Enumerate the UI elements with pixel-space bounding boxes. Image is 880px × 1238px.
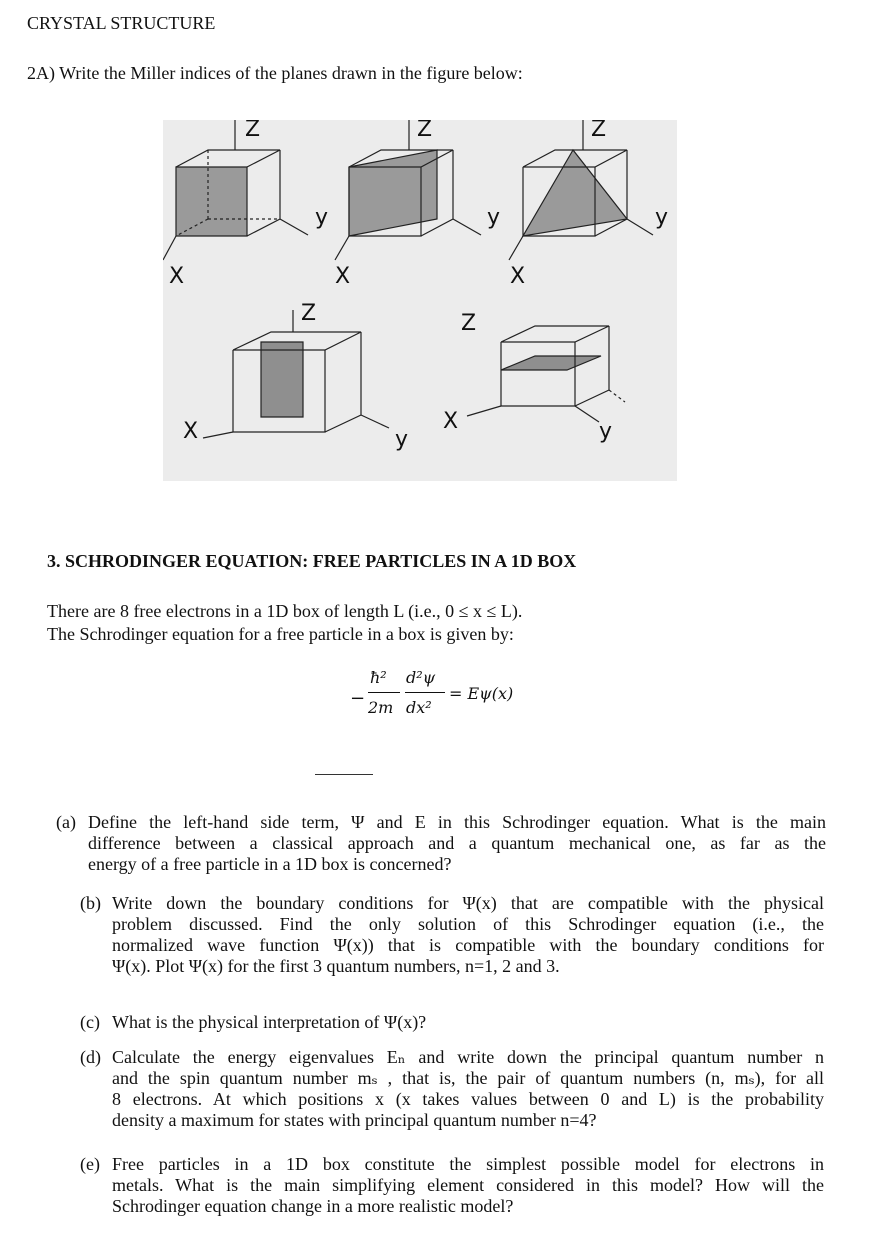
question-a (56, 812, 826, 875)
cube-1-x-label: X (169, 264, 185, 289)
question-b-label: (b) (80, 893, 101, 913)
cube-2-y-label: y (487, 205, 501, 230)
equation-fraction-bar-1 (368, 692, 400, 693)
question-a-line: difference between a classical approach and a quantum mechanical one, as far as the (88, 833, 826, 853)
question-a-line: Define the left-hand side term, Ψ and E in this Schrodinger equation. What is the main (88, 812, 826, 832)
question-c-line: What is the physical interpretation of Ψ(x)? (112, 1012, 427, 1032)
question-c (80, 1012, 824, 1033)
equation-minus: − (350, 688, 366, 709)
intro-line-2: The Schrodinger equation for a free particle in a box is given by: (47, 624, 514, 644)
cube-1-y-label: y (315, 205, 329, 230)
cube-5-x-label: X (443, 409, 459, 434)
question-d-label: (d) (80, 1047, 101, 1067)
short-divider (315, 774, 373, 775)
cube-2-x-label: X (335, 264, 351, 289)
equation-d2psi: d²ψ (406, 668, 436, 687)
question-e (80, 1154, 824, 1217)
cube-4-y-label: y (395, 427, 409, 452)
question-e-label: (e) (80, 1154, 100, 1174)
cube-2-z-label: Z (417, 120, 433, 142)
equation-hbar-squared: ħ² (370, 668, 387, 687)
equation-dx2: dx² (406, 698, 432, 717)
question-d (80, 1047, 824, 1131)
cube-5-y-label: y (599, 419, 613, 444)
question-c-label: (c) (80, 1012, 100, 1032)
equation-fraction-bar-2 (405, 692, 445, 693)
equation-rhs: = Eψ(x) (449, 684, 514, 703)
cube-4-plane (261, 342, 303, 417)
equation-2m: 2m (368, 698, 394, 717)
question-e-line: Free particles in a 1D box constitute the simplest possible model for electrons in (112, 1154, 824, 1174)
cube-1-z-label: Z (245, 120, 261, 142)
question-a-line: energy of a free particle in a 1D box is concerned? (88, 854, 452, 874)
question-d-line: 8 electrons. At which positions x (x takes values between 0 and L) is the probability (112, 1089, 824, 1109)
section-heading-schrodinger: 3. SCHRODINGER EQUATION: FREE PARTICLES IN A 1D BOX (47, 551, 577, 571)
cube-4-z-label: Z (301, 301, 317, 326)
question-e-line: Schrodinger equation change in a more realistic model? (112, 1196, 514, 1216)
question-b-line: normalized wave function Ψ(x)) that is compatible with the boundary conditions for (112, 935, 824, 955)
question-2a: 2A) Write the Miller indices of the planes drawn in the figure below: (27, 63, 523, 83)
miller-planes-figure (163, 120, 677, 481)
cube-3-y-label: y (655, 205, 669, 230)
question-b-line: Ψ(x). Plot Ψ(x) for the first 3 quantum numbers, n=1, 2 and 3. (112, 956, 560, 976)
question-b-line: Write down the boundary conditions for Ψ(x) that are compatible with the physical (112, 893, 824, 913)
miller-planes-svg (163, 120, 677, 481)
section-heading-crystal-structure: CRYSTAL STRUCTURE (27, 13, 216, 33)
intro-line-1: There are 8 free electrons in a 1D box of length L (i.e., 0 ≤ x ≤ L). (47, 601, 523, 621)
cube-4-x-label: X (183, 419, 199, 444)
cube-3-z-label: Z (591, 120, 607, 142)
cube-5-z-label: Z (461, 311, 477, 336)
cube-1-plane (176, 167, 247, 236)
question-d-line: density a maximum for states with principal quantum number n=4? (112, 1110, 597, 1130)
schrodinger-equation (348, 668, 548, 728)
question-d-line: and the spin quantum number mₛ , that is, the pair of quantum numbers (n, mₛ), for all (112, 1068, 824, 1088)
question-d-line: Calculate the energy eigenvalues Eₙ and write down the principal quantum number n (112, 1047, 824, 1067)
question-e-line: metals. What is the main simplifying element considered in this model? How will the (112, 1175, 824, 1195)
cube-3-x-label: X (510, 264, 526, 289)
question-b (80, 893, 824, 977)
question-b-line: problem discussed. Find the only solution of this Schrodinger equation (i.e., the (112, 914, 824, 934)
question-a-label: (a) (56, 812, 76, 832)
